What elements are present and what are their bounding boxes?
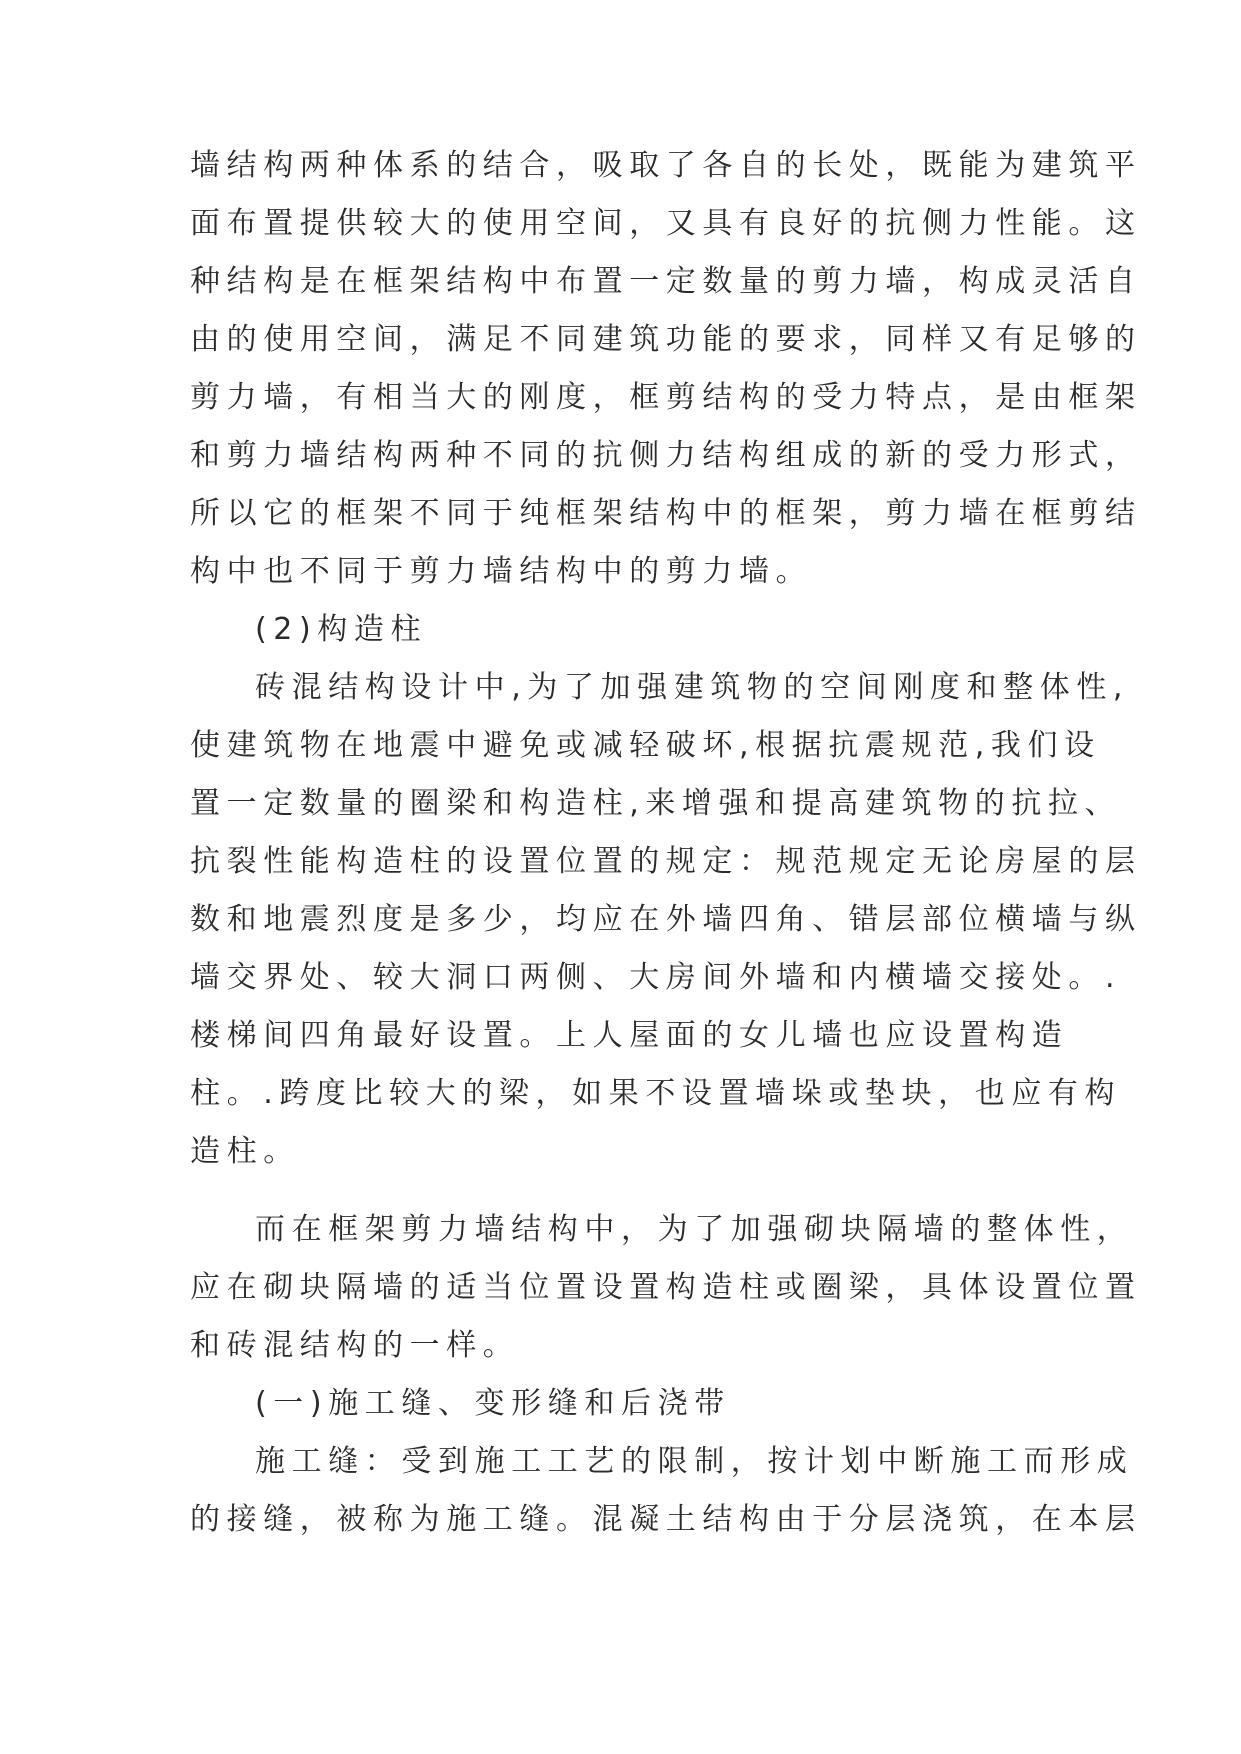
- text-line: 砖混结构设计中,为了加强建筑物的空间刚度和整体性,: [255, 670, 1130, 705]
- text-line: 而在框架剪力墙结构中，为了加强砌块隔墙的整体性，: [255, 1212, 1134, 1247]
- text-line: 的接缝，被称为施工缝。混凝土结构由于分层浇筑，在本层: [190, 1502, 1142, 1537]
- text-line: 施工缝：受到施工工艺的限制，按计划中断施工而形成: [255, 1444, 1134, 1479]
- text-line: 所以它的框架不同于纯框架结构中的框架，剪力墙在框剪结: [190, 496, 1142, 531]
- text-line: 和剪力墙结构两种不同的抗侧力结构组成的新的受力形式，: [190, 438, 1142, 473]
- text-line: 数和地震烈度是多少，均应在外墙四角、错层部位横墙与纵: [190, 902, 1142, 937]
- text-line: 墙结构两种体系的结合，吸取了各自的长处，既能为建筑平: [190, 148, 1142, 183]
- text-line: 柱。.跨度比较大的梁，如果不设置墙垛或垫块，也应有构: [190, 1076, 1122, 1111]
- text-line: 种结构是在框架结构中布置一定数量的剪力墙，构成灵活自: [190, 264, 1142, 299]
- text-line: 面布置提供较大的使用空间，又具有良好的抗侧力性能。这: [190, 206, 1142, 241]
- text-line: 使建筑物在地震中避免或减轻破坏,根据抗震规范,我们设: [190, 728, 1101, 763]
- text-line: 楼梯间四角最好设置。上人屋面的女儿墙也应设置构造: [190, 1018, 1069, 1053]
- section-heading: (一)施工缝、变形缝和后浇带: [255, 1386, 731, 1421]
- text-line: 造柱。: [190, 1134, 300, 1169]
- text-line: 抗裂性能构造柱的设置位置的规定：规范规定无论房屋的层: [190, 844, 1142, 879]
- text-line: 应在砌块隔墙的适当位置设置构造柱或圈梁，具体设置位置: [190, 1270, 1142, 1305]
- text-line: 墙交界处、较大洞口两侧、大房间外墙和内横墙交接处。.: [190, 960, 1122, 995]
- text-line: 由的使用空间，满足不同建筑功能的要求，同样又有足够的: [190, 322, 1142, 357]
- section-heading: (2)构造柱: [255, 612, 428, 647]
- text-line: 剪力墙，有相当大的刚度，框剪结构的受力特点，是由框架: [190, 380, 1142, 415]
- text-line: 置一定数量的圈梁和构造柱,来增强和提高建筑物的抗拉、: [190, 786, 1122, 821]
- text-line: 构中也不同于剪力墙结构中的剪力墙。: [190, 554, 813, 589]
- text-line: 和砖混结构的一样。: [190, 1328, 520, 1363]
